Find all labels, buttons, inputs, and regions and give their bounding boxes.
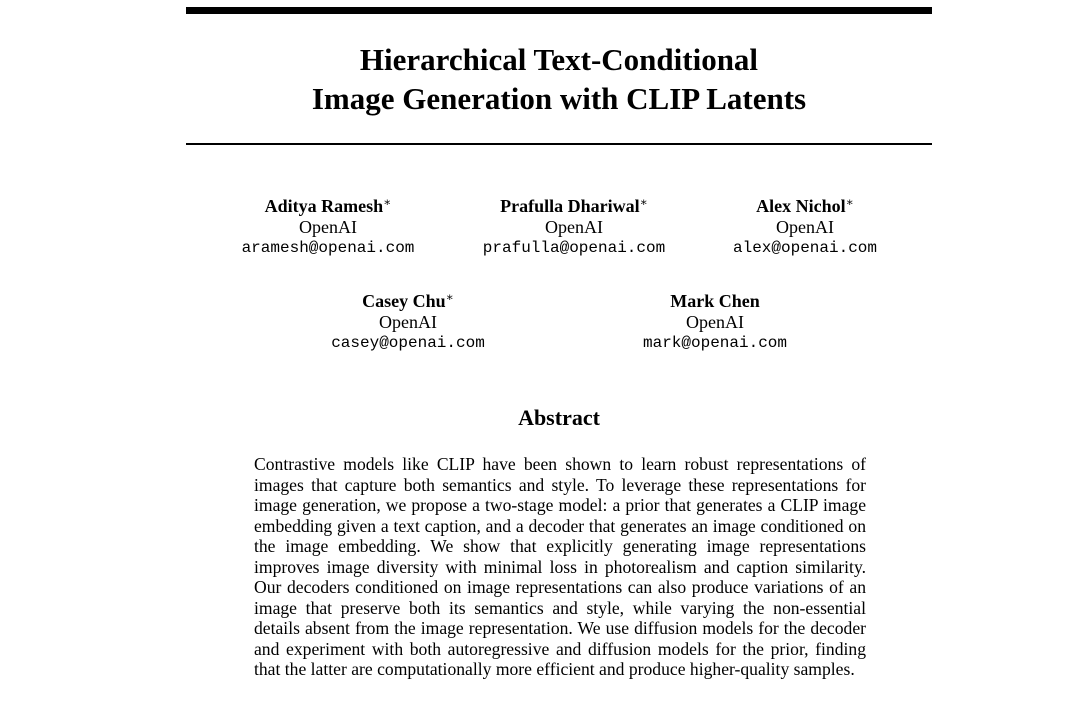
equal-contribution-mark: ∗ xyxy=(639,195,648,209)
author-name: Alex Nichol xyxy=(756,196,846,216)
author-name: Aditya Ramesh xyxy=(264,196,384,216)
author-alex-nichol xyxy=(685,196,925,259)
paper-title xyxy=(186,40,932,118)
author-prafulla-dhariwal xyxy=(454,196,694,259)
author-affiliation: OpenAI xyxy=(545,217,603,237)
top-rule xyxy=(186,7,932,14)
author-email: aramesh@openai.com xyxy=(241,239,415,257)
equal-contribution-mark: ∗ xyxy=(845,195,854,209)
author-aditya-ramesh xyxy=(208,196,448,259)
title-line-1: Hierarchical Text-Conditional xyxy=(359,42,759,77)
author-casey-chu xyxy=(288,291,528,354)
author-mark-chen xyxy=(595,291,835,354)
title-divider xyxy=(186,143,932,145)
author-email: mark@openai.com xyxy=(642,334,788,352)
author-name: Casey Chu xyxy=(362,291,446,311)
author-email: alex@openai.com xyxy=(732,239,878,257)
equal-contribution-mark: ∗ xyxy=(383,195,392,209)
abstract-heading: Abstract xyxy=(518,405,600,430)
author-email: prafulla@openai.com xyxy=(482,239,666,257)
author-email: casey@openai.com xyxy=(331,334,485,352)
author-affiliation: OpenAI xyxy=(686,312,744,332)
author-name: Prafulla Dhariwal xyxy=(500,196,640,216)
author-affiliation: OpenAI xyxy=(299,217,357,237)
title-line-2: Image Generation with CLIP Latents xyxy=(311,81,807,116)
author-affiliation: OpenAI xyxy=(776,217,834,237)
abstract-text: Contrastive models like CLIP have been shown to learn robust representations of images that capture both semantics and style. To leverage these representations for image generation, we propose a two-stage model: a prior that generates a CLIP image embedding given a text caption, and a decoder that generates an image conditioned on the image embedding. We show that explicitly generating image representations improves image diversity with minimal loss in photorealism and caption similarity. Our decoders conditioned on image representations can also produce variations of an image that preserve both its semantics and style, while varying the non-essential details absent from the image representation. We use diffusion models for the decoder and experiment with both autoregressive and diffusion models for the prior, finding that the latter are computationally more efficient and produce higher-quality samples. xyxy=(254,454,866,679)
equal-contribution-mark: ∗ xyxy=(445,290,454,304)
author-name: Mark Chen xyxy=(670,291,760,311)
author-affiliation: OpenAI xyxy=(379,312,437,332)
